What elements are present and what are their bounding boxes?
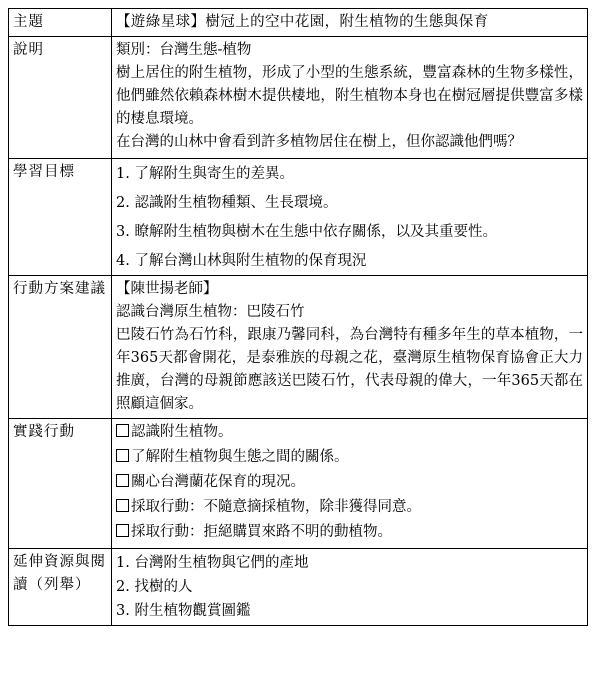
goals-list: [116, 163, 583, 273]
description-category: 類別：台灣生態-植物: [116, 42, 252, 58]
extension-row: [9, 549, 588, 626]
description-content-cell: [112, 37, 588, 159]
description-label: 說明: [13, 42, 44, 58]
goals-row: [9, 159, 588, 276]
practice-item-label: 關心台灣蘭花保育的現况。: [131, 474, 305, 490]
practice-item-label: 採取行動：不隨意摘採植物，除非獲得同意。: [131, 499, 421, 515]
goal-item: 3. 瞭解附生植物與樹木在生態中依存關係，以及其重要性。: [116, 224, 497, 240]
goal-item: 4. 了解台灣山林與附生植物的保育現況: [116, 253, 367, 269]
extension-label-cell: [9, 549, 112, 626]
practice-item: [116, 521, 583, 544]
checkbox-icon[interactable]: [116, 474, 129, 487]
goals-label: 學習目標: [13, 164, 75, 180]
practice-content-cell: [112, 419, 588, 549]
extension-item: 3. 附生植物觀賞圖鑑: [116, 603, 251, 619]
goals-label-cell: [9, 159, 112, 276]
practice-row: [9, 419, 588, 549]
extension-item: 2. 找樹的人: [116, 579, 193, 595]
suggestion-label: 行動方案建議: [13, 281, 106, 297]
suggestion-row: [9, 276, 588, 419]
topic-content-cell: [112, 9, 588, 37]
practice-label-cell: [9, 419, 112, 549]
checkbox-icon[interactable]: [116, 449, 129, 462]
topic-label: 主題: [13, 14, 44, 30]
extension-content-cell: [112, 549, 588, 626]
extension-label: 延伸資源與閱讀（列舉）: [13, 554, 106, 593]
practice-item: [116, 496, 583, 519]
goal-item: 2. 認識附生植物種類、生長環境。: [116, 195, 338, 211]
extension-item: 1. 台灣附生植物與它們的產地: [116, 555, 309, 571]
practice-label: 實踐行動: [13, 424, 75, 440]
suggestion-paragraph: 巴陵石竹為石竹科，跟康乃馨同科，為台灣特有種多年生的草本植物，一年365天都會開花，是泰雅族的母親之花，臺灣原生植物保育協會正大力推廣，台灣的母親節應該送巴陵石竹，代表母親的偉大，一年365天都在照顧這個家。: [116, 327, 583, 412]
goals-content-cell: [112, 159, 588, 276]
topic-label-cell: [9, 9, 112, 37]
suggestion-content-cell: [112, 276, 588, 419]
topic-title: 【遊綠星球】樹冠上的空中花園，附生植物的生態與保育: [116, 14, 489, 30]
checkbox-icon[interactable]: [116, 499, 129, 512]
suggestion-teacher: 【陳世揚老師】: [116, 281, 218, 297]
practice-item-label: 採取行動：拒絕購買來路不明的動植物。: [131, 524, 392, 540]
lesson-plan-table: [8, 8, 588, 626]
description-row: [9, 37, 588, 159]
practice-item: [116, 446, 583, 469]
description-paragraph: 樹上居住的附生植物，形成了小型的生態系統，豐富森林的生物多樣性，他們雖然依賴森林樹木提供棲地，附生植物本身也在樹冠層提供豐富多樣的棲息環境。: [116, 65, 583, 127]
practice-item-label: 了解附生植物與生態之間的關係。: [131, 449, 349, 465]
suggestion-label-cell: [9, 276, 112, 419]
checkbox-icon[interactable]: [116, 524, 129, 537]
topic-row: [9, 9, 588, 37]
goal-item: 1. 了解附生與寄生的差異。: [116, 166, 294, 182]
checkbox-icon[interactable]: [116, 424, 129, 437]
description-question: 在台灣的山林中會看到許多植物居住在樹上，但你認識他們嗎？: [116, 134, 522, 150]
practice-item-label: 認識附生植物。: [131, 424, 233, 440]
practice-item: [116, 421, 583, 444]
description-label-cell: [9, 37, 112, 159]
suggestion-subtitle: 認識台灣原生植物：巴陵石竹: [116, 304, 305, 320]
practice-item: [116, 471, 583, 494]
